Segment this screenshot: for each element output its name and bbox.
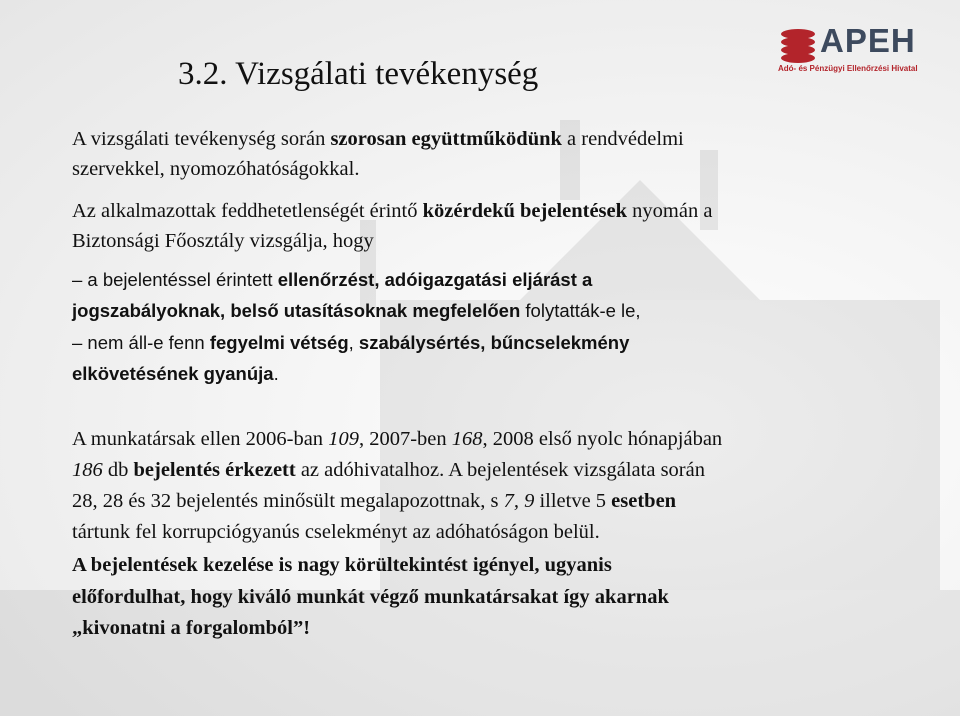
paragraph-3-line-1: A munkatársak ellen 2006-ban 109, 2007-ben 168, 2008 első nyolc hónapjában xyxy=(72,428,723,450)
paragraph-4-line-2: előfordulhat, hogy kiváló munkát végző munkatársakat így akarnak xyxy=(72,586,669,608)
bullet-2-line-2: elkövetésének gyanúja. xyxy=(72,363,279,384)
paragraph-1-line-1: A vizsgálati tevékenység során szorosan együttműködünk a rendvédelmi xyxy=(72,128,684,150)
paragraph-3-line-2: 186 db bejelentés érkezett az adóhivatalhoz. A bejelentések vizsgálata során xyxy=(72,459,705,481)
paragraph-4-line-3: „kivonatni a forgalomból”! xyxy=(72,617,311,639)
paragraph-3-line-3: 28, 28 és 32 bejelentés minősült megalapozottnak, s 7, 9 illetve 5 esetben xyxy=(72,490,677,512)
paragraph-1-line-2: szervekkel, nyomozóhatóságokkal. xyxy=(72,158,360,180)
bullet-1-line-2: jogszabályoknak, belső utasításoknak megfelelően folytatták-e le, xyxy=(72,300,641,321)
paragraph-3-line-4: tártunk fel korrupciógyanús cselekményt az adóhatóságon belül. xyxy=(72,521,600,543)
apeh-logo-icon xyxy=(778,26,818,66)
page-title: 3.2. Vizsgálati tevékenység xyxy=(178,56,539,92)
logo-subtitle: Adó- és Pénzügyi Ellenőrzési Hivatal xyxy=(778,64,918,73)
paragraph-4-line-1: A bejelentések kezelése is nagy körültekintést igényel, ugyanis xyxy=(72,554,612,576)
paragraph-2-line-1: Az alkalmazottak feddhetetlenségét érintő közérdekű bejelentések nyomán a xyxy=(72,200,713,222)
paragraph-2-line-2: Biztonsági Főosztály vizsgálja, hogy xyxy=(72,230,374,252)
bullet-2-line-1: – nem áll-e fenn fegyelmi vétség, szabálysértés, bűncselekmény xyxy=(72,332,630,353)
logo-text: APEH xyxy=(820,22,916,59)
bullet-1-line-1: – a bejelentéssel érintett ellenőrzést, adóigazgatási eljárást a xyxy=(72,269,593,290)
